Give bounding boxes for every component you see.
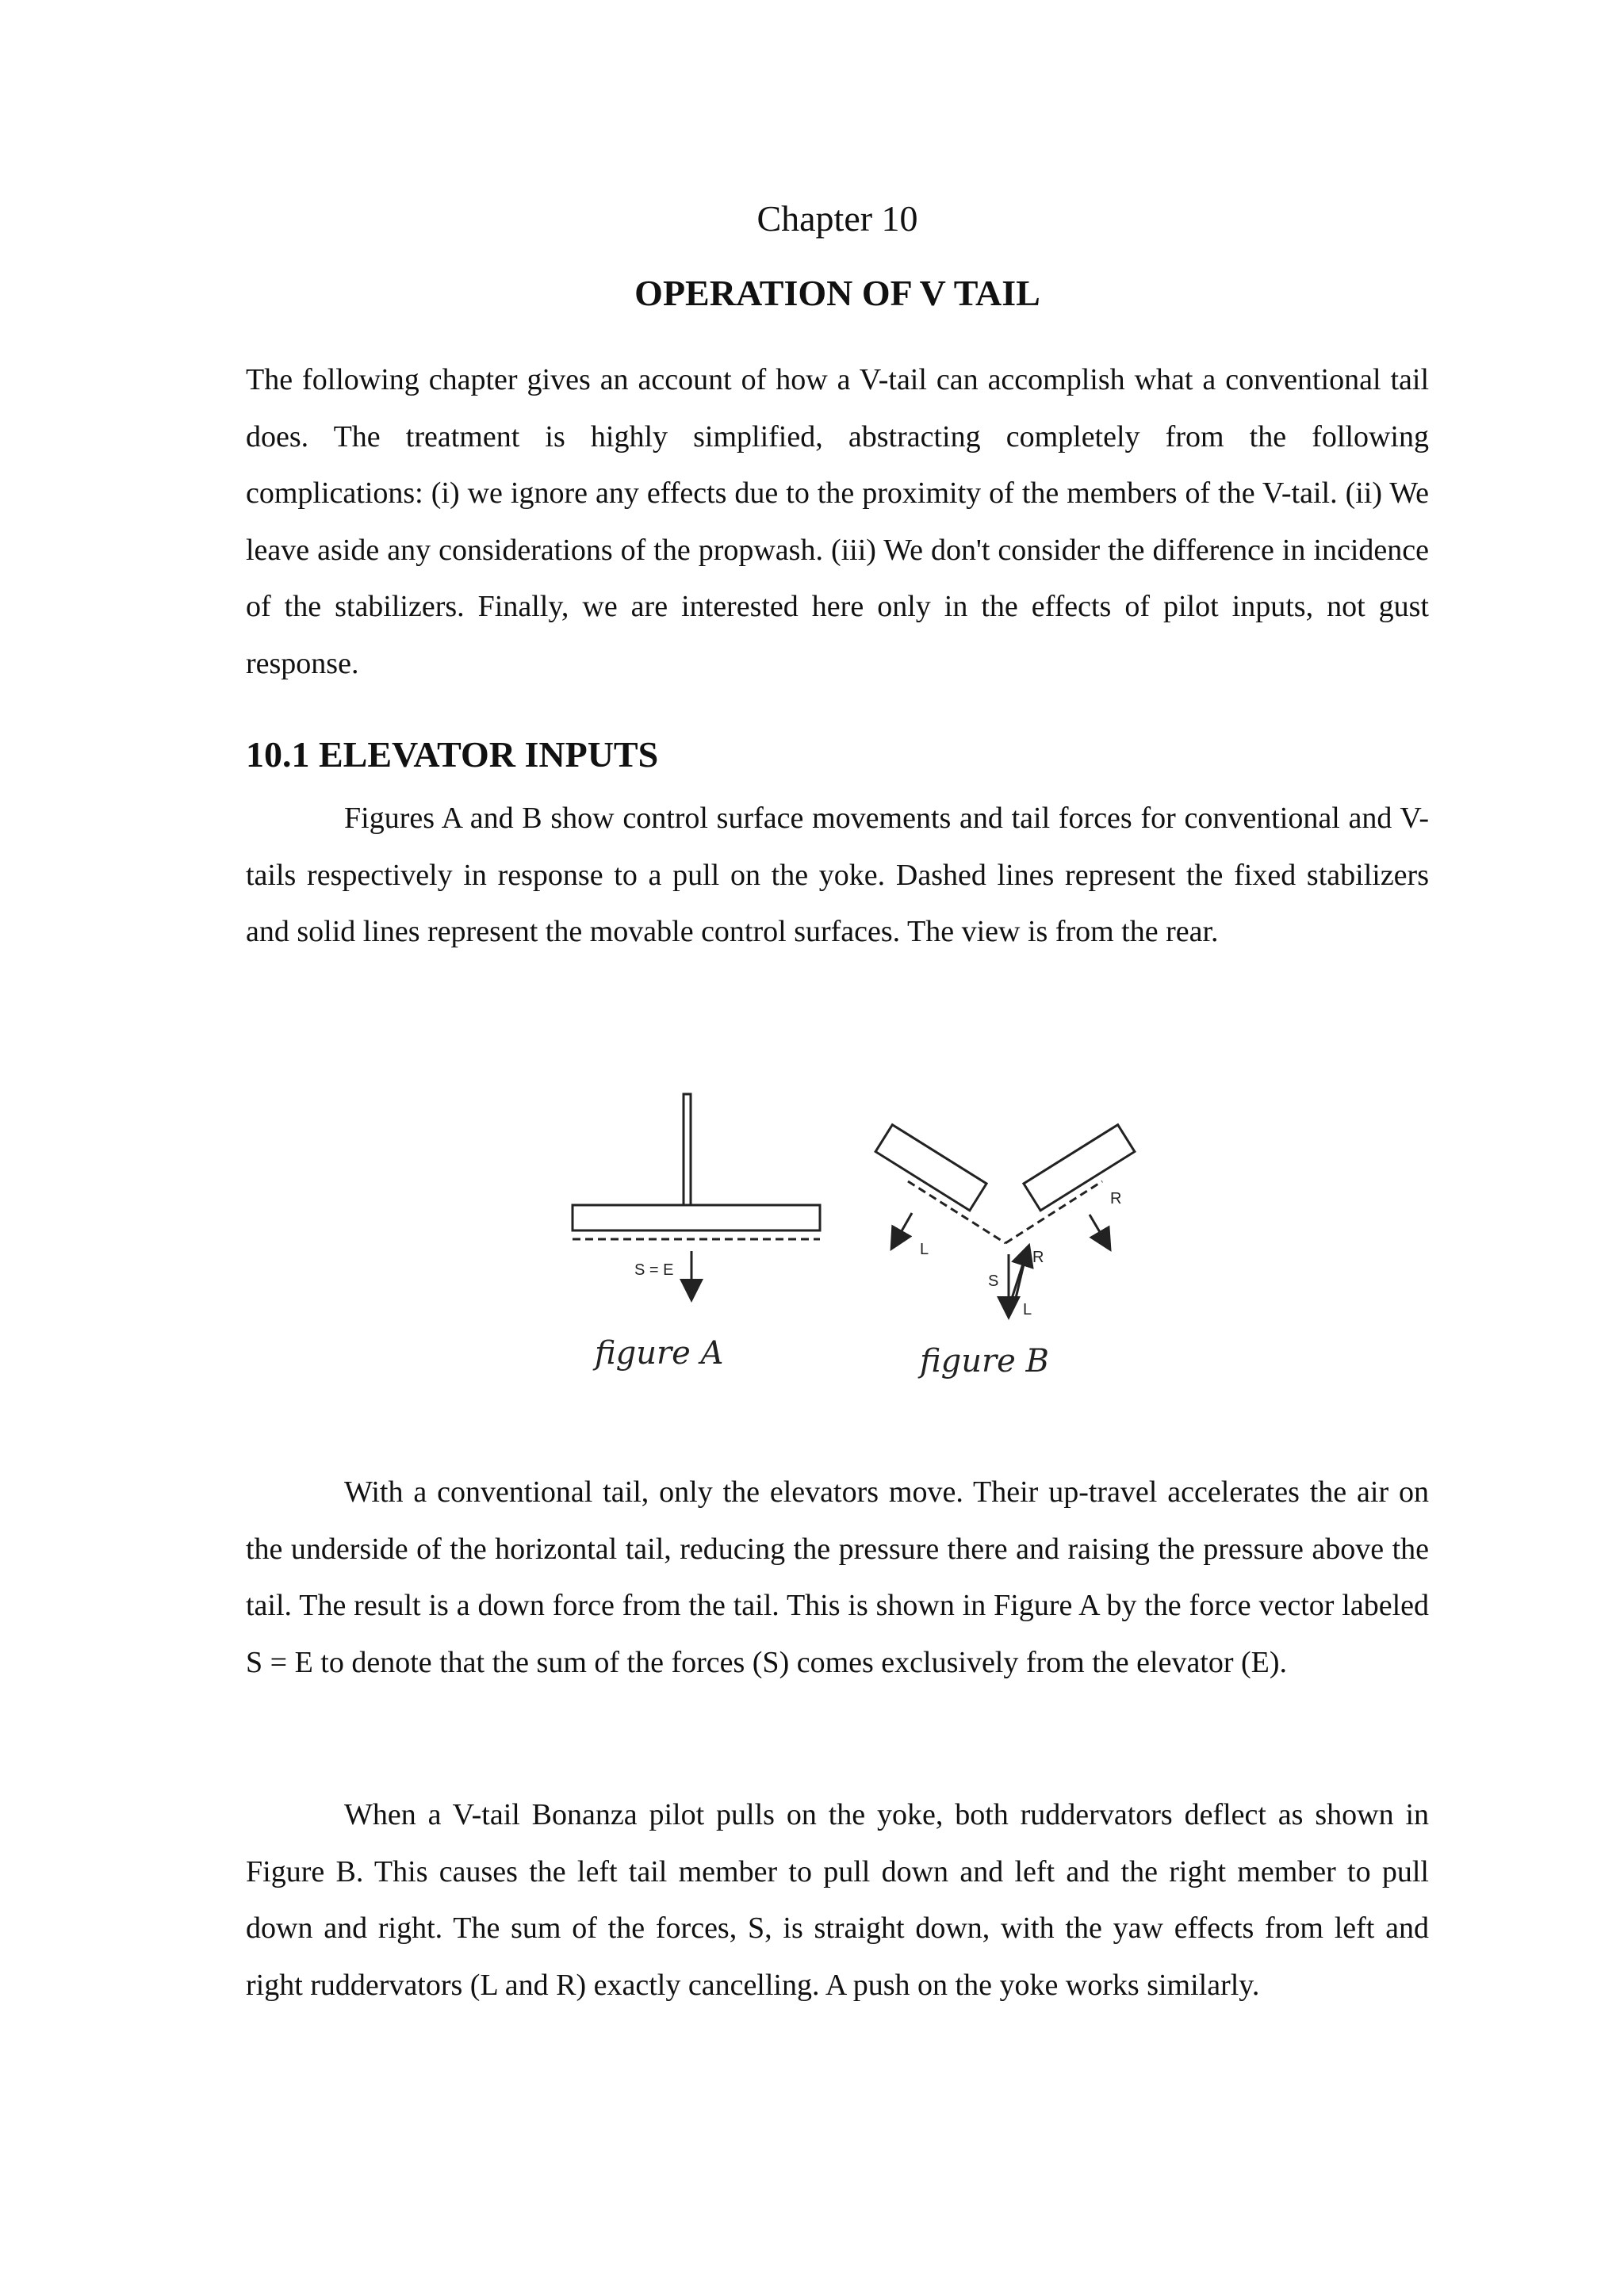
right-stabilizer-dashed-line xyxy=(1005,1181,1102,1243)
figure-a-caption: figure A xyxy=(595,1335,724,1372)
left-force-arrow xyxy=(896,1213,912,1241)
left-stabilizer-dashed-line xyxy=(908,1181,1005,1243)
tail-figures xyxy=(547,1078,1150,1387)
force-label-s-equals-e: S = E xyxy=(634,1261,674,1279)
sum-label-r: R xyxy=(1032,1249,1044,1266)
vertical-fin xyxy=(684,1094,691,1205)
paragraph-conventional-tail: With a conventional tail, only the elevators move. Their up-travel accelerates the air on the underside of the horizontal tail, reducing the pressure there and raising the pressure above the tail. The result is a down force from the tail. This is shown in Figure A by the force vector labeled S = E to denote that the sum of the forces (S) comes exclusively from the elevator (E). xyxy=(246,1475,1429,1679)
figure-a-drawing xyxy=(573,1094,820,1372)
intro-paragraph: The following chapter gives an account of how a V-tail can accomplish what a conventional tail does. The treatment is highly simplified, abstracting completely from the following complications: (i) we ignore any effects due to the proximity of the members of the V-tail. (ii) We leave aside any considerations of the propwash. (iii) We don't consider the difference in incidence of the stabilizers. Finally, we are interested here only in the effects of pilot inputs, not gust response. xyxy=(246,363,1429,680)
left-ruddervator xyxy=(875,1125,986,1211)
section-heading: 10.1 ELEVATOR INPUTS xyxy=(246,734,659,775)
sum-label-s: S xyxy=(988,1272,999,1290)
figure-b-caption: figure B xyxy=(920,1343,1049,1380)
chapter-title: OPERATION OF V TAIL xyxy=(634,273,1040,313)
sum-l-component xyxy=(1013,1254,1026,1308)
right-force-arrow xyxy=(1090,1215,1105,1242)
figure-b-drawing xyxy=(875,1125,1135,1380)
right-force-label: R xyxy=(1110,1190,1122,1207)
paragraph-v-tail: When a V-tail Bonanza pilot pulls on the yoke, both ruddervators deflect as shown in Figure B. This causes the left tail member to pull down and left and the right member to pull down and right. The sum of the forces, S, is straight down, with the yaw effects from left and right ruddervators (L and R) exactly cancelling. A push on the yoke works similarly. xyxy=(246,1798,1429,2002)
paragraph-figure-description: Figures A and B show control surface movements and tail forces for conventional and V-tails respectively in response to a pull on the yoke. Dashed lines represent the fixed stabilizers and solid lines represent the movable control surfaces. The view is from the rear. xyxy=(246,802,1429,948)
horizontal-tail xyxy=(573,1205,820,1230)
tail-diagram xyxy=(547,1078,1150,1387)
chapter-number: Chapter 10 xyxy=(756,198,918,239)
sum-label-l: L xyxy=(1023,1301,1032,1318)
left-force-label: L xyxy=(920,1241,929,1258)
